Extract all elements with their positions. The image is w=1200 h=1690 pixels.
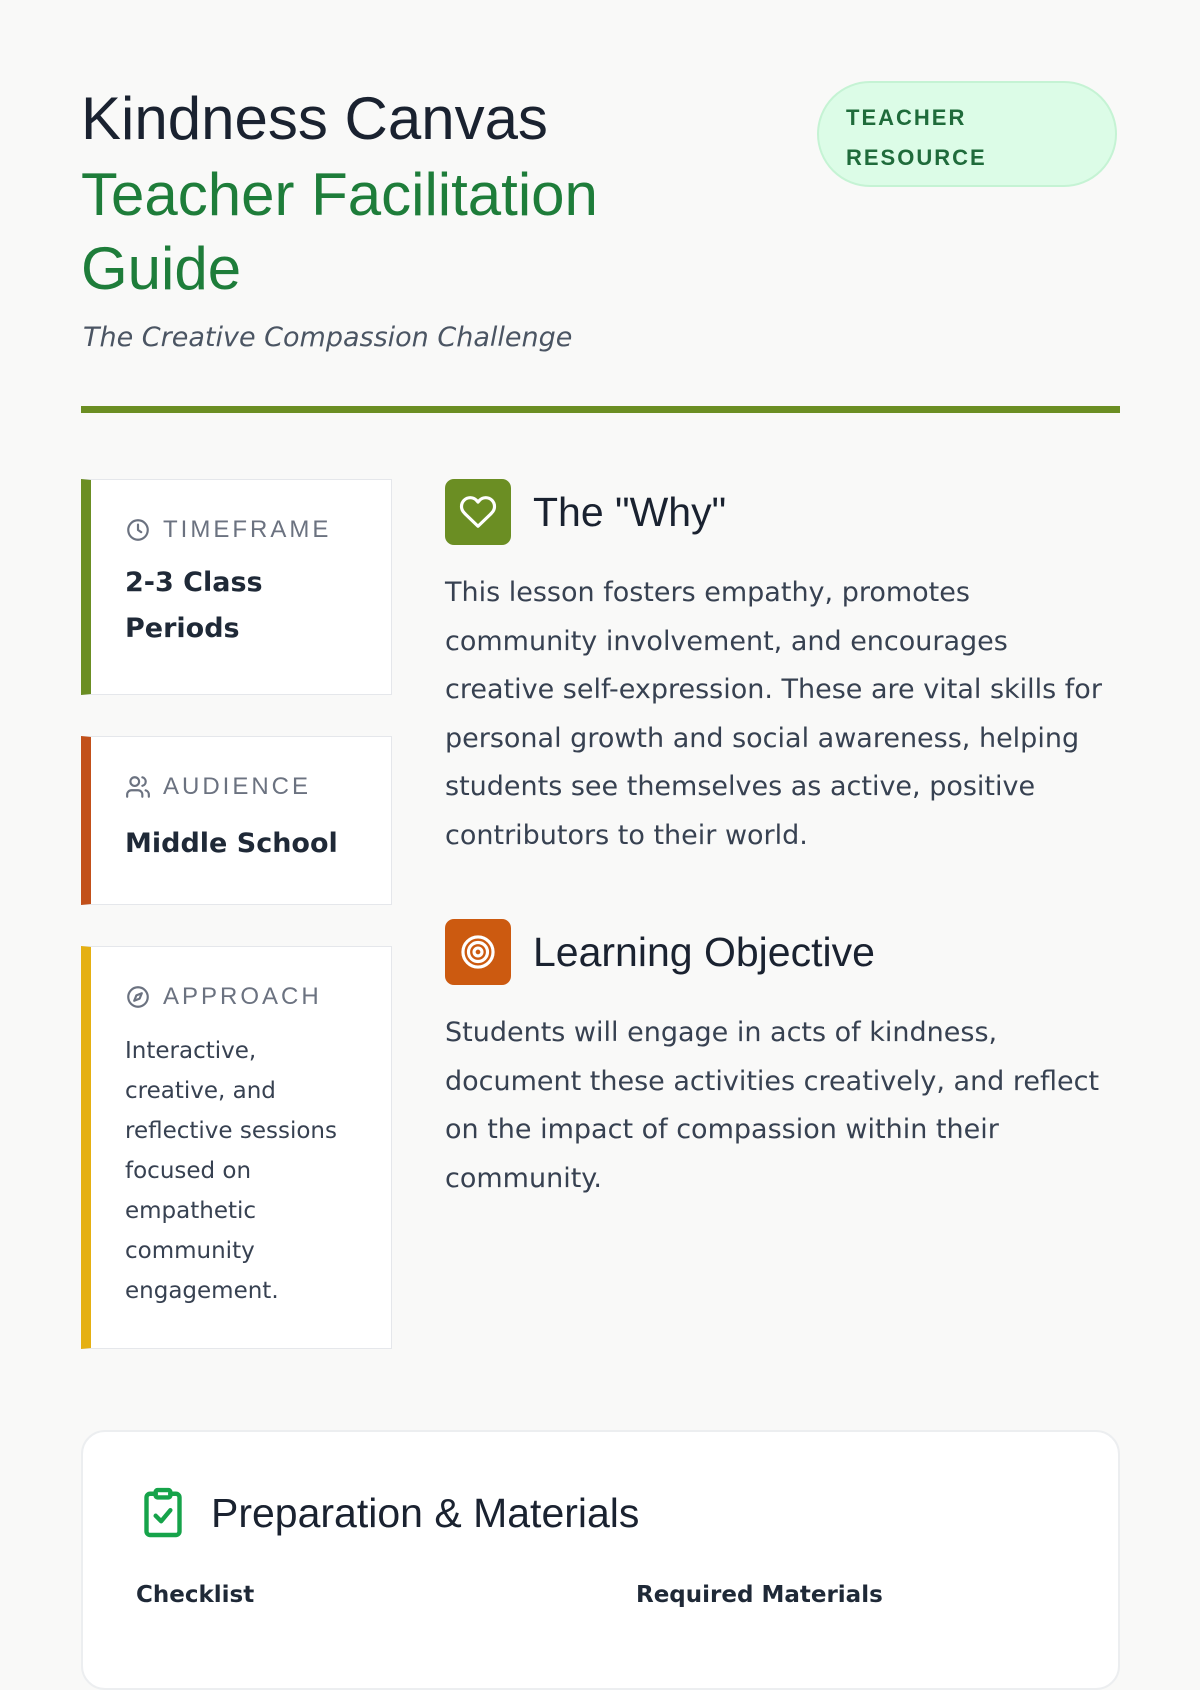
target-icon xyxy=(459,933,497,971)
approach-label-row xyxy=(125,983,391,1011)
why-body: This lesson fosters empathy, promotes community involvement, and encourages creative self-expression. These are vital skills for personal growth and social awareness, helping students see themselves as active, positive contributors to their world. xyxy=(445,577,1102,851)
preparation-title: Preparation & Materials xyxy=(211,1489,640,1536)
page-header xyxy=(81,84,1120,364)
objective-icon-tile xyxy=(445,919,511,985)
heart-icon xyxy=(459,493,497,531)
materials-heading: Required Materials xyxy=(636,1582,883,1608)
why-title: The "Why" xyxy=(533,488,727,535)
timeframe-label: TIMEFRAME xyxy=(163,516,332,543)
checklist-heading: Checklist xyxy=(136,1582,255,1608)
objective-section xyxy=(445,919,1120,1203)
why-heading-row xyxy=(445,479,1120,545)
audience-label-row xyxy=(125,773,391,801)
approach-label: APPROACH xyxy=(163,983,322,1010)
timeframe-card xyxy=(81,479,392,695)
approach-card xyxy=(81,946,392,1349)
timeframe-value: 2-3 Class Periods xyxy=(125,567,263,644)
page-tagline: The Creative Compassion Challenge xyxy=(83,322,573,353)
page-title: Kindness Canvas xyxy=(81,85,548,152)
audience-label: AUDIENCE xyxy=(163,773,312,800)
users-icon xyxy=(125,774,151,800)
badge-line-2: RESOURCE xyxy=(846,145,987,170)
clock-icon xyxy=(125,517,151,543)
objective-heading-row xyxy=(445,919,1120,985)
teacher-resource-badge xyxy=(817,81,1117,187)
preparation-panel xyxy=(81,1430,1120,1690)
timeframe-label-row xyxy=(125,516,391,544)
why-section xyxy=(445,479,1120,860)
compass-icon xyxy=(125,984,151,1010)
audience-value: Middle School xyxy=(125,828,338,859)
clipboard-check-icon xyxy=(141,1487,185,1539)
preparation-heading-row xyxy=(141,1487,639,1539)
objective-body: Students will engage in acts of kindness, document these activities creatively, and reflect on the impact of compassion within their community. xyxy=(445,1017,1100,1194)
approach-value: Interactive, creative, and reflective sessions focused on empathetic community engagement. xyxy=(125,1038,337,1304)
header-divider xyxy=(81,406,1120,413)
why-icon-tile xyxy=(445,479,511,545)
badge-line-1: TEACHER xyxy=(846,105,967,130)
page-subtitle: Teacher Facilitation Guide xyxy=(81,161,598,302)
objective-title: Learning Objective xyxy=(533,928,875,975)
audience-card xyxy=(81,736,392,905)
